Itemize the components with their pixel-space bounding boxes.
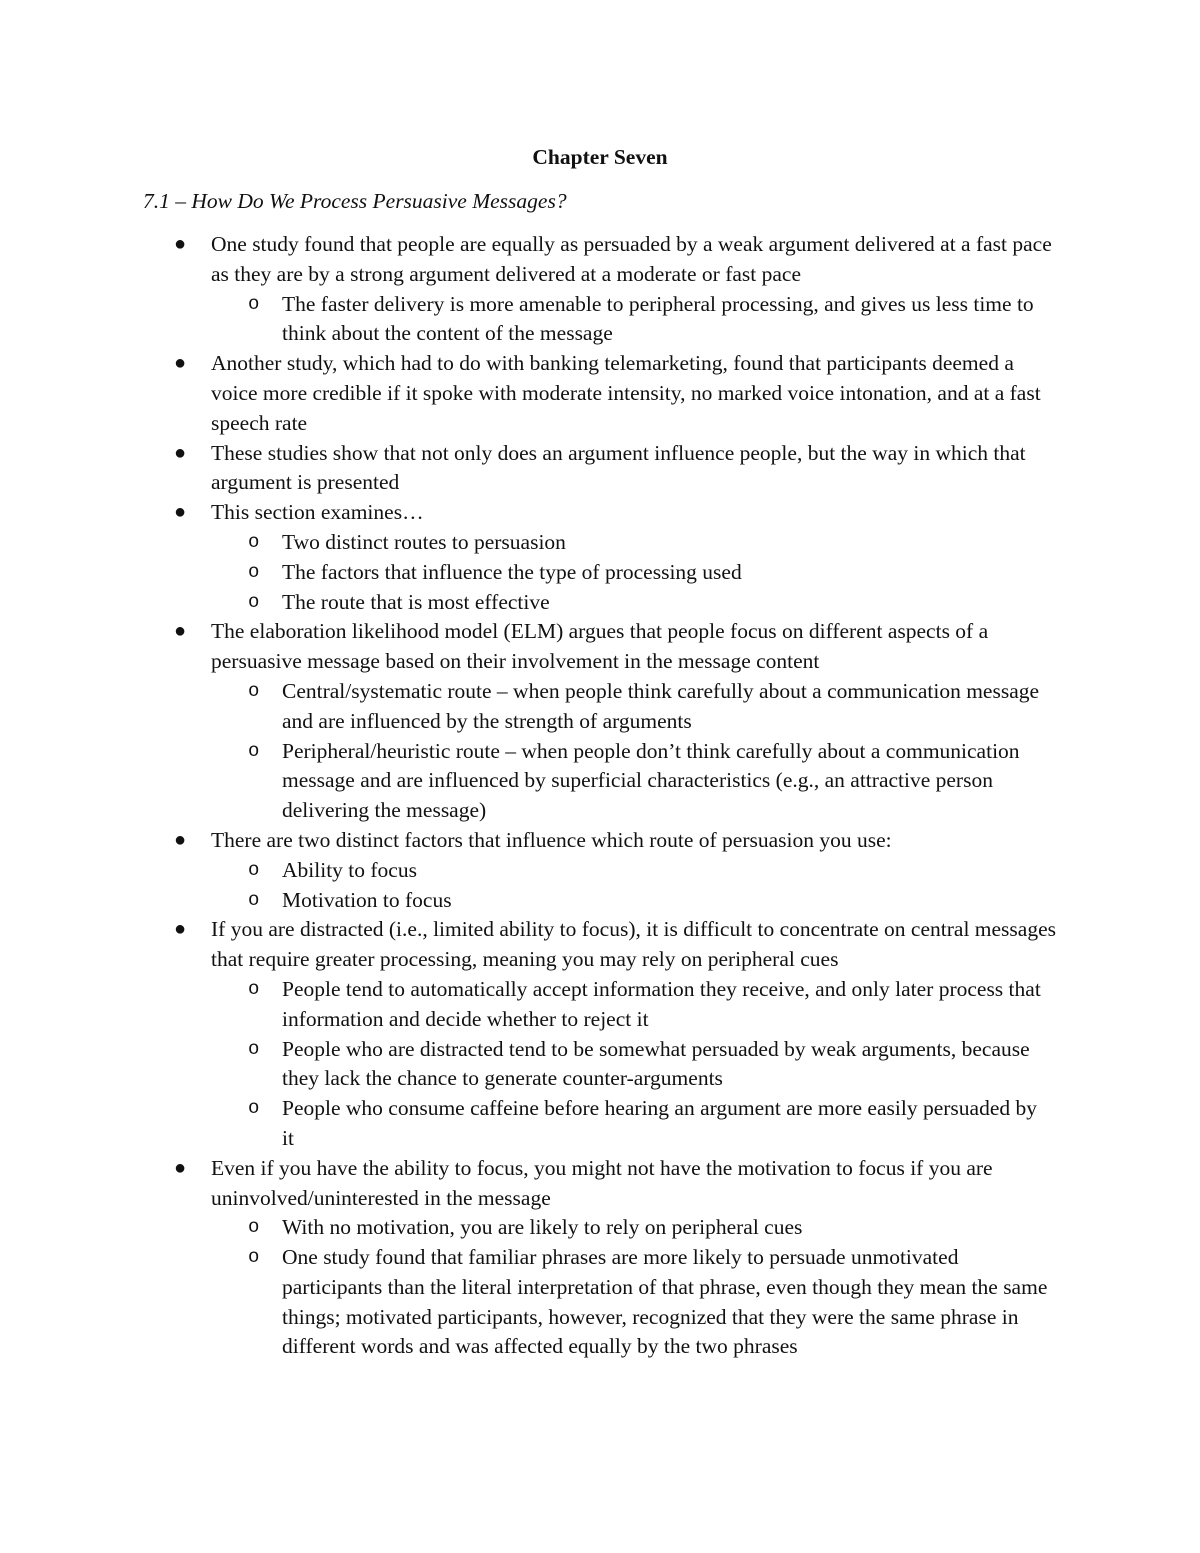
bullet-list <box>0 230 1200 1362</box>
chapter-title: Chapter Seven <box>532 145 668 169</box>
bullet-circle-icon: o <box>248 530 260 553</box>
list-item <box>0 349 1056 438</box>
sub-list <box>211 1213 1056 1362</box>
bullet-circle-icon: o <box>248 679 260 702</box>
sub-list-item-text: Motivation to focus <box>282 887 452 912</box>
sub-list-item-text: Ability to focus <box>282 857 417 882</box>
sub-list <box>211 856 1056 916</box>
bullet-dot-icon: ● <box>174 441 187 464</box>
sub-list-item-text: The factors that influence the type of processing used <box>282 559 742 584</box>
list-item <box>0 498 1056 617</box>
bullet-dot-icon: ● <box>174 501 187 524</box>
sub-list-item <box>0 1213 1052 1243</box>
bullet-dot-icon: ● <box>174 620 187 643</box>
list-item-text: There are two distinct factors that influence which route of persuasion you use: <box>211 827 892 852</box>
list-item-text: Another study, which had to do with banking telemarketing, found that participants deemed a voice more credible if it spoke with moderate intensity, no marked voice intonation, and at a fast speech rate <box>211 351 1041 435</box>
sub-list-item-text: The faster delivery is more amenable to peripheral processing, and gives us less time to think about the content of the message <box>282 291 1034 346</box>
sub-list-item <box>0 290 1052 350</box>
sub-list-item <box>0 737 1052 826</box>
sub-list-item-text: Two distinct routes to persuasion <box>282 529 566 554</box>
bullet-circle-icon: o <box>248 1246 260 1269</box>
bullet-dot-icon: ● <box>174 918 187 941</box>
list-item-text: These studies show that not only does an argument influence people, but the way in which that argument is presented <box>211 440 1026 495</box>
sub-list <box>211 290 1056 350</box>
bullet-dot-icon: ● <box>174 1156 187 1179</box>
bullet-circle-icon: o <box>248 1216 260 1239</box>
sub-list-item <box>0 886 1052 916</box>
bullet-circle-icon: o <box>248 977 260 1000</box>
bullet-dot-icon: ● <box>174 828 187 851</box>
bullet-circle-icon: o <box>248 1037 260 1060</box>
bullet-circle-icon: o <box>248 858 260 881</box>
bullet-circle-icon: o <box>248 292 260 315</box>
sub-list-item <box>0 975 1052 1035</box>
list-item <box>0 439 1056 499</box>
bullet-dot-icon: ● <box>174 233 187 255</box>
sub-list <box>211 677 1056 826</box>
list-item <box>0 915 1056 1153</box>
bullet-circle-icon: o <box>248 590 260 613</box>
bullet-circle-icon: o <box>248 560 260 583</box>
sub-list-item-text: The route that is most effective <box>282 589 550 614</box>
sub-list-item <box>0 1243 1052 1362</box>
sub-list <box>211 528 1056 617</box>
list-item-text: The elaboration likelihood model (ELM) argues that people focus on different aspects of a persuasive message based on their involvement in the message content <box>211 619 989 674</box>
list-item <box>0 1154 1056 1363</box>
list-item <box>0 617 1056 826</box>
sub-list-item-text: One study found that familiar phrases are more likely to persuade unmotivated participants than the literal interpretation of that phrase, even though they mean the same things; motivated participants, however, recognized that they were the same phrase in different words and was affected equally by the two phrases <box>282 1245 1048 1359</box>
bullet-circle-icon: o <box>248 888 260 911</box>
sub-list-item <box>0 1094 1052 1154</box>
sub-list <box>211 975 1056 1154</box>
sub-list-item-text: People who are distracted tend to be somewhat persuaded by weak arguments, because they lack the chance to generate counter-arguments <box>282 1036 1030 1091</box>
sub-list-item <box>0 856 1052 886</box>
sub-list-item-text: Central/systematic route – when people think carefully about a communication message and are influenced by the strength of arguments <box>282 678 1040 733</box>
sub-list-item <box>0 558 1052 588</box>
sub-list-item <box>0 588 1052 618</box>
sub-list-item <box>0 677 1052 737</box>
list-item-text: This section examines… <box>211 500 424 525</box>
bullet-dot-icon: ● <box>174 352 187 375</box>
sub-list-item-text: People who consume caffeine before hearing an argument are more easily persuaded by it <box>282 1096 1037 1150</box>
sub-list-item <box>0 528 1052 558</box>
sub-list-item-text: People tend to automatically accept information they receive, and only later process that information and decide whether to reject it <box>282 976 1041 1031</box>
bullet-circle-icon: o <box>248 1097 260 1120</box>
list-item <box>0 230 1056 349</box>
list-item <box>0 826 1056 915</box>
bullet-circle-icon: o <box>248 739 260 762</box>
list-item-text: One study found that people are equally as persuaded by a weak argument delivered at a fast pace as they are by a strong argument delivered at a moderate or fast pace <box>211 232 1052 286</box>
section-heading: 7.1 – How Do We Process Persuasive Messages? <box>143 189 567 213</box>
list-item-text: If you are distracted (i.e., limited ability to focus), it is difficult to concentrate on central messages that require greater processing, meaning you may rely on peripheral cues <box>211 917 1056 972</box>
list-item-text: Even if you have the ability to focus, you might not have the motivation to focus if you are uninvolved/uninterested in the message <box>211 1155 993 1210</box>
sub-list-item-text: Peripheral/heuristic route – when people don’t think carefully about a communication message and are influenced by superficial characteristics (e.g., an attractive person delivering the message) <box>282 738 1020 823</box>
sub-list-item <box>0 1035 1052 1095</box>
notes-content <box>0 230 1200 1362</box>
sub-list-item-text: With no motivation, you are likely to rely on peripheral cues <box>282 1215 803 1240</box>
